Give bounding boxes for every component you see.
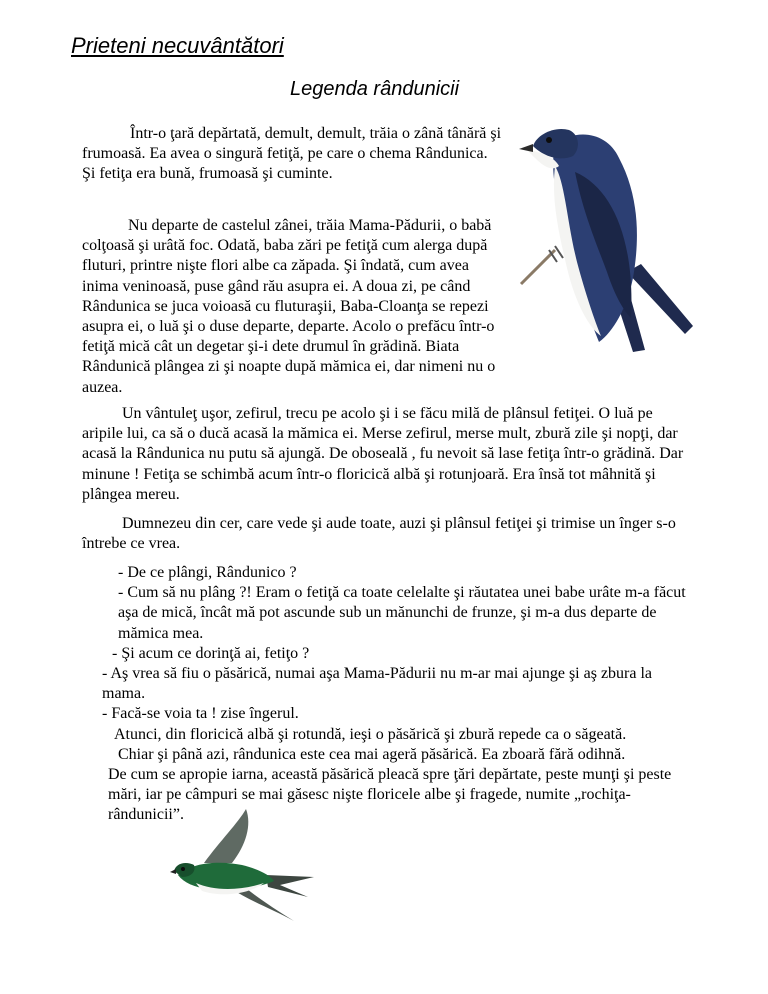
story-paragraph-1: Într-o ţară depărtată, demult, demult, trăia o zână tânără şi frumoasă. Ea avea o singură fetiţă, pe care o chema Rândunica. Şi fetiţa era bună, frumoasă şi cuminte.: [82, 125, 502, 183]
dialog-line-4: - Aş vrea să fiu o păsărică, numai aşa Mama-Pădurii nu m-ar mai ajunge şi aş zbura la mama.: [102, 665, 653, 703]
dialog-line-1: - De ce plângi, Rândunico ?: [118, 564, 297, 581]
dialog-line-3: - Şi acum ce dorinţă ai, fetiţo ?: [112, 644, 310, 662]
story-paragraph-4: Dumnezeu din cer, care vede şi aude toate, auzi şi plânsul fetiţei şi trimise un înger s-o întrebe ce vrea.: [82, 515, 676, 553]
dialog-line-6: Atunci, din floricică albă şi rotundă, ieşi o păsărică şi zbură repede ca o săgeată.: [114, 725, 627, 743]
dialog-line-2: - Cum să nu plâng ?! Eram o fetiţă ca toate celelalte şi răutatea unei babe urâte m-a făcut aşa de mică, încât mă pot ascunde sub un mănunchi de frunze, şi m-a dus departe de mămica mea.: [118, 584, 686, 642]
dialog-block: [72, 563, 697, 826]
dialog-line-5: - Facă-se voia ta ! zise îngerul.: [102, 705, 299, 723]
dialog-line-8: De cum se apropie iarna, această păsărică pleacă spre ţări depărtate, peste munţi şi peste mări, iar pe câmpuri se mai găsesc nişte floricele albe şi fragede, numite „rochiţa-rândunicii”.: [108, 766, 672, 824]
flying-swallow-image: [168, 805, 318, 930]
perched-swallow-image: [515, 122, 700, 362]
story-paragraph-3: Un vântuleţ uşor, zefirul, trecu pe acolo şi i se făcu milă de plânsul fetiţei. O luă pe aripile lui, ca să o ducă acasă la mămica ei. Merse zefirul, merse mult, zbură zile şi nopţi, dar acasă la Rândunica nu putu să ajungă. De oboseală , fu nevoit să lase fetiţa într-o grădină. Dar minune ! Fetiţa se schimbă acum într-o floricică albă şi rotunjoară. Era însă tot mâhnită şi plângea mereu.: [82, 405, 684, 503]
page-title: Prieteni necuvântători: [71, 33, 284, 58]
story-subtitle: Legenda rândunicii: [290, 78, 460, 100]
story-paragraph-2: Nu departe de castelul zânei, trăia Mama-Pădurii, o babă colţoasă şi urâtă foc. Odată, baba zări pe fetiţă cum alerga după fluturi, printre nişte flori albe ca zăpada. Şi îndată, cum avea inima veninoasă, puse gând rău asupra ei. A doua zi, pe când Rândunica se juca voioasă cu fluturaşii, Baba-Cloanţa se repezi asupra ei, o luă şi o duse departe, departe. Acolo o prefăcu într-o fetiţă mică cât un degetar şi-i dete drumul în grădină. Biata Rândunică plângea zi şi noapte după mămica ei, dar nimeni nu o auzea.: [82, 217, 496, 396]
dialog-line-7: Chiar şi până azi, rândunica este cea mai ageră păsărică. Ea zboară fără odihnă.: [118, 745, 626, 763]
